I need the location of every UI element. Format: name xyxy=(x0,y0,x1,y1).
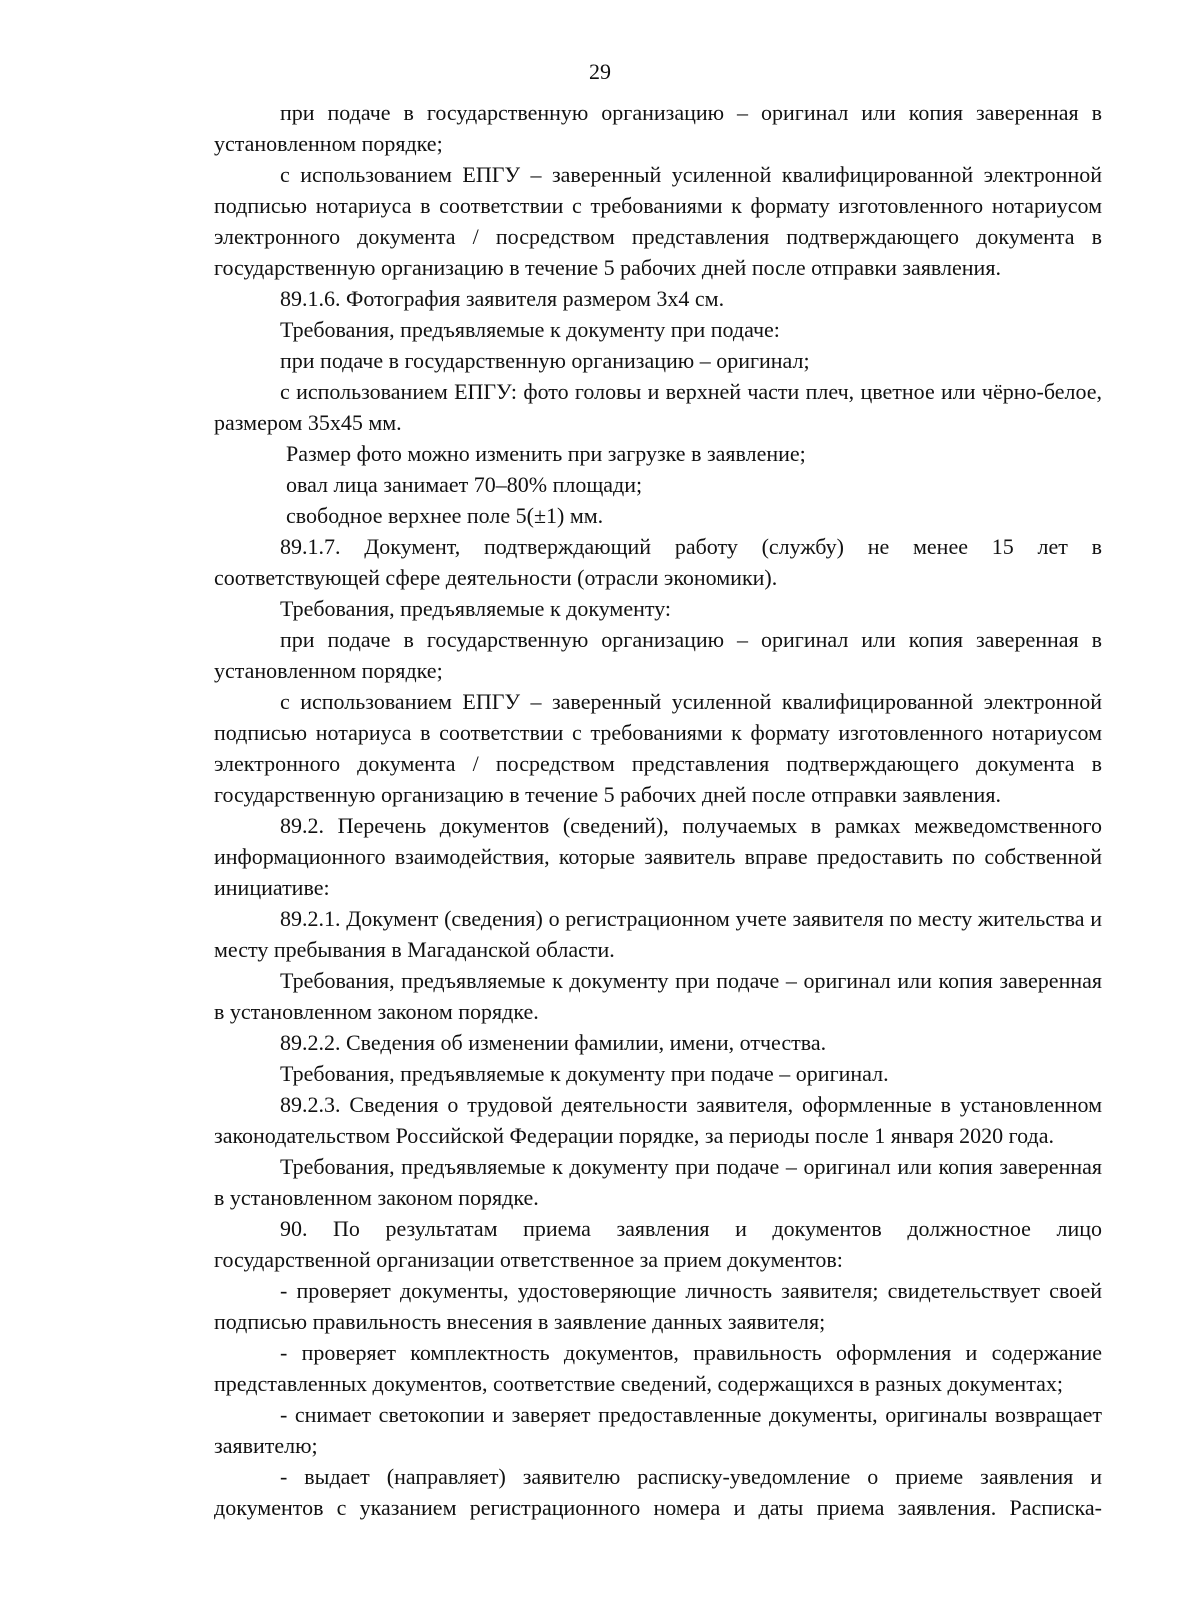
paragraph: Требования, предъявляемые к документу при подаче – оригинал или копия заверенная в установленном законом порядке. xyxy=(214,1154,1102,1210)
paragraph: свободное верхнее поле 5(±1) мм. xyxy=(286,503,604,528)
document-body xyxy=(214,97,1102,1523)
paragraph: Размер фото можно изменить при загрузке в заявление; xyxy=(286,441,806,466)
paragraph: 89.1.7. Документ, подтверждающий работу (службу) не менее 15 лет в соответствующей сфере деятельности (отрасли экономики). xyxy=(214,534,1102,590)
list-item: - снимает светокопии и заверяет предоставленные документы, оригиналы возвращает заявителю; xyxy=(214,1402,1102,1458)
paragraph: 89.2.3. Сведения о трудовой деятельности заявителя, оформленные в установленном законодательством Российской Федерации порядке, за периоды после 1 января 2020 года. xyxy=(214,1092,1102,1148)
paragraph: Требования, предъявляемые к документу: xyxy=(280,596,672,621)
paragraph: Требования, предъявляемые к документу при подаче – оригинал. xyxy=(280,1061,889,1086)
paragraph: при подаче в государственную организацию – оригинал или копия заверенная в установленном порядке; xyxy=(214,627,1102,683)
paragraph: 89.2.1. Документ (сведения) о регистрационном учете заявителя по месту жительства и месту пребывания в Магаданской области. xyxy=(214,906,1102,962)
paragraph: Требования, предъявляемые к документу при подаче – оригинал или копия заверенная в установленном законом порядке. xyxy=(214,968,1102,1024)
paragraph: 89.2. Перечень документов (сведений), получаемых в рамках межведомственного информационного взаимодействия, которые заявитель вправе предоставить по собственной инициативе: xyxy=(214,813,1102,900)
paragraph: 89.1.6. Фотография заявителя размером 3х4 см. xyxy=(280,286,725,311)
paragraph: при подаче в государственную организацию – оригинал или копия заверенная в установленном порядке; xyxy=(214,100,1102,156)
list-item: - проверяет документы, удостоверяющие личность заявителя; свидетельствует своей подписью правильность внесения в заявление данных заявителя; xyxy=(214,1278,1102,1334)
paragraph: с использованием ЕПГУ: фото головы и верхней части плеч, цветное или чёрно-белое, размером 35х45 мм. xyxy=(214,379,1102,435)
list-item: - выдает (направляет) заявителю расписку-уведомление о приеме заявления и документов с указанием регистрационного номера и даты приема заявления. Расписка- xyxy=(214,1464,1102,1520)
paragraph: 90. По результатам приема заявления и документов должностное лицо государственной организации ответственное за прием документов: xyxy=(214,1216,1102,1272)
paragraph: с использованием ЕПГУ – заверенный усиленной квалифицированной электронной подписью нотариуса в соответствии с требованиями к формату изготовленного нотариусом электронного документа / посредством представления подтверждающего документа в государственную организацию в течение 5 рабочих дней после отправки заявления. xyxy=(214,162,1102,280)
list-item: - проверяет комплектность документов, правильность оформления и содержание представленных документов, соответствие сведений, содержащихся в разных документах; xyxy=(214,1340,1102,1396)
paragraph: 89.2.2. Сведения об изменении фамилии, имени, отчества. xyxy=(280,1030,827,1055)
page-number: 29 xyxy=(589,59,611,84)
paragraph: с использованием ЕПГУ – заверенный усиленной квалифицированной электронной подписью нотариуса в соответствии с требованиями к формату изготовленного нотариусом электронного документа / посредством представления подтверждающего документа в государственную организацию в течение 5 рабочих дней после отправки заявления. xyxy=(214,689,1102,807)
paragraph: овал лица занимает 70–80% площади; xyxy=(286,472,643,497)
paragraph: Требования, предъявляемые к документу при подаче: xyxy=(280,317,780,342)
paragraph: при подаче в государственную организацию – оригинал; xyxy=(280,348,810,373)
